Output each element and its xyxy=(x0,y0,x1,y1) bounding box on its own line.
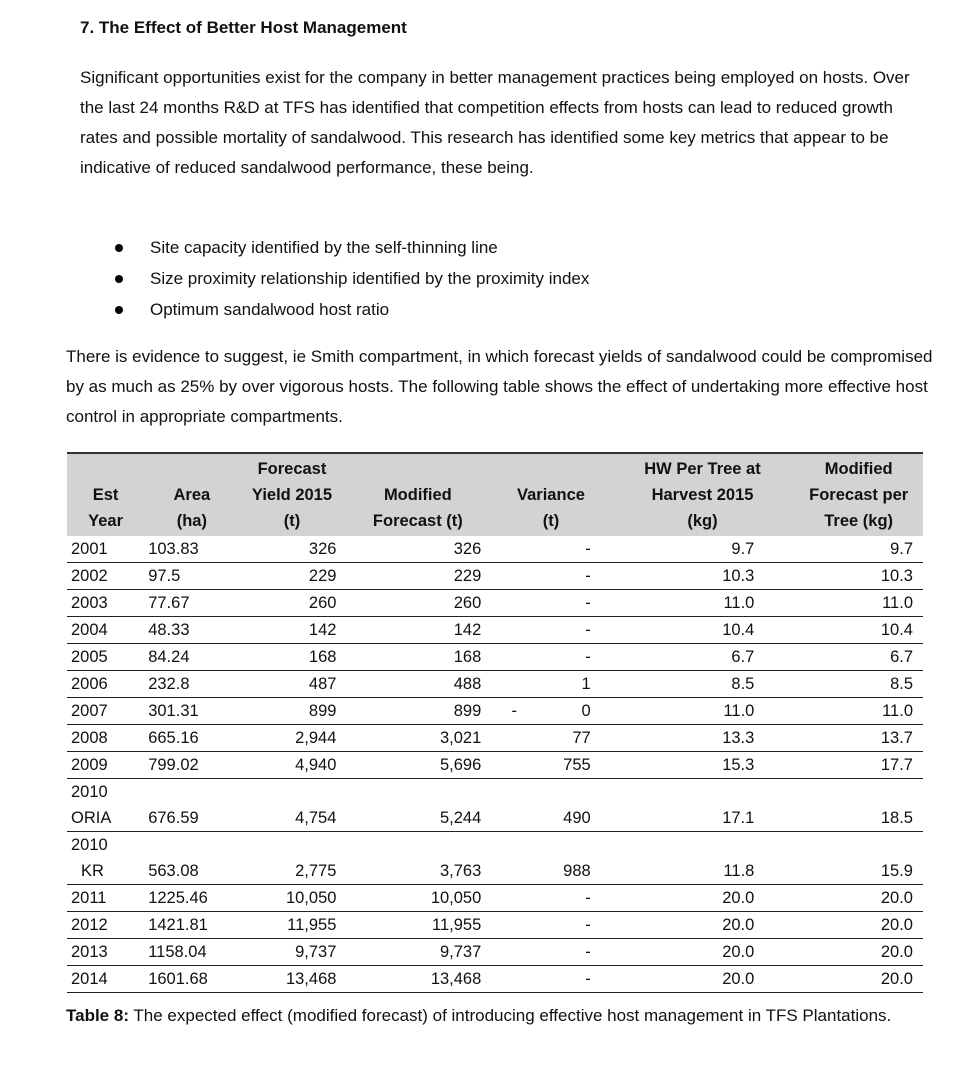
cell-area: 799.02 xyxy=(144,752,239,779)
cell-forecast-yield: 260 xyxy=(240,590,345,617)
cell-year: 2014 xyxy=(67,966,144,993)
cell-forecast-yield: 2,944 xyxy=(240,725,345,752)
cell-year: 2010 ORIA xyxy=(67,779,144,832)
cell-forecast-yield: 11,955 xyxy=(240,912,345,939)
forecast-table xyxy=(67,452,923,993)
cell-area: 676.59 xyxy=(144,779,239,832)
table-row xyxy=(67,617,923,644)
intro-paragraph: Significant opportunities exist for the company in better management practices being employed on hosts. Over the last 24 months R&D at TFS has identified that competition effects from hosts can lead to reduced growth rates and possible mortality of sandalwood. This research has identified some key metrics that appear to be indicative of reduced sandalwood performance, these being. xyxy=(80,68,910,177)
table-row xyxy=(67,725,923,752)
cell-year: 2011 xyxy=(67,885,144,912)
cell-year: 2001 xyxy=(67,536,144,563)
header-area: Area (ha) xyxy=(144,453,239,536)
caption-text: The expected effect (modified forecast) of introducing effective host management in TFS Plantations. xyxy=(128,1006,892,1025)
cell-year: 2010 KR xyxy=(67,832,144,885)
cell-variance: - xyxy=(491,590,610,617)
table-row xyxy=(67,536,923,563)
list-item: Site capacity identified by the self-thinning line xyxy=(110,232,589,263)
cell-modified-forecast: 3,763 xyxy=(344,832,491,885)
table-row xyxy=(67,563,923,590)
negative-sign: - xyxy=(511,702,517,720)
cell-hw-per-tree: 9.7 xyxy=(611,536,795,563)
cell-hw-per-tree: 10.4 xyxy=(611,617,795,644)
cell-modified-per-tree: 17.7 xyxy=(794,752,923,779)
table-row xyxy=(67,912,923,939)
cell-modified-forecast: 13,468 xyxy=(344,966,491,993)
cell-area: 77.67 xyxy=(144,590,239,617)
caption-label: Table 8: xyxy=(66,1006,129,1025)
cell-modified-forecast: 11,955 xyxy=(344,912,491,939)
cell-forecast-yield: 4,754 xyxy=(240,779,345,832)
header-forecast-yield: Forecast Yield 2015 (t) xyxy=(240,453,345,536)
table-row xyxy=(67,752,923,779)
table-body xyxy=(67,536,923,993)
cell-year: 2013 xyxy=(67,939,144,966)
section-heading: 7. The Effect of Better Host Management xyxy=(80,18,407,37)
list-item: Optimum sandalwood host ratio xyxy=(110,294,589,325)
cell-forecast-yield: 326 xyxy=(240,536,345,563)
cell-modified-per-tree: 9.7 xyxy=(794,536,923,563)
cell-modified-forecast: 3,021 xyxy=(344,725,491,752)
cell-hw-per-tree: 20.0 xyxy=(611,939,795,966)
header-variance: Variance (t) xyxy=(491,453,610,536)
header-hw-per-tree: HW Per Tree at Harvest 2015 (kg) xyxy=(611,453,795,536)
cell-forecast-yield: 2,775 xyxy=(240,832,345,885)
cell-hw-per-tree: 15.3 xyxy=(611,752,795,779)
cell-variance: - 0 xyxy=(491,698,610,725)
cell-year: 2012 xyxy=(67,912,144,939)
cell-forecast-yield: 487 xyxy=(240,671,345,698)
cell-modified-per-tree: 18.5 xyxy=(794,779,923,832)
cell-modified-per-tree: 10.4 xyxy=(794,617,923,644)
cell-modified-forecast: 326 xyxy=(344,536,491,563)
cell-area: 84.24 xyxy=(144,644,239,671)
cell-hw-per-tree: 11.0 xyxy=(611,698,795,725)
cell-modified-forecast: 899 xyxy=(344,698,491,725)
bullet-icon xyxy=(115,244,123,252)
cell-modified-forecast: 168 xyxy=(344,644,491,671)
cell-hw-per-tree: 11.0 xyxy=(611,590,795,617)
cell-year: 2004 xyxy=(67,617,144,644)
table-row xyxy=(67,832,923,885)
cell-modified-forecast: 488 xyxy=(344,671,491,698)
cell-variance: - xyxy=(491,563,610,590)
cell-hw-per-tree: 11.8 xyxy=(611,832,795,885)
bullet-icon xyxy=(115,275,123,283)
cell-hw-per-tree: 6.7 xyxy=(611,644,795,671)
metrics-list xyxy=(110,232,589,325)
cell-modified-forecast: 5,696 xyxy=(344,752,491,779)
cell-hw-per-tree: 17.1 xyxy=(611,779,795,832)
cell-hw-per-tree: 10.3 xyxy=(611,563,795,590)
cell-modified-per-tree: 10.3 xyxy=(794,563,923,590)
evidence-paragraph: There is evidence to suggest, ie Smith compartment, in which forecast yields of sandalwood could be compromised by as much as 25% by over vigorous hosts. The following table shows the effect of undertaking more effective host control in appropriate compartments. xyxy=(66,347,933,426)
header-modified-per-tree: Modified Forecast per Tree (kg) xyxy=(794,453,923,536)
cell-variance: - xyxy=(491,617,610,644)
cell-year: 2002 xyxy=(67,563,144,590)
cell-modified-per-tree: 20.0 xyxy=(794,885,923,912)
cell-variance: 77 xyxy=(491,725,610,752)
table-header-row xyxy=(67,453,923,536)
cell-modified-forecast: 5,244 xyxy=(344,779,491,832)
cell-variance: 755 xyxy=(491,752,610,779)
table-caption xyxy=(66,1001,926,1031)
cell-hw-per-tree: 20.0 xyxy=(611,966,795,993)
header-modified-forecast: Modified Forecast (t) xyxy=(344,453,491,536)
cell-area: 48.33 xyxy=(144,617,239,644)
bullet-icon xyxy=(115,306,123,314)
cell-hw-per-tree: 8.5 xyxy=(611,671,795,698)
cell-variance: - xyxy=(491,966,610,993)
cell-modified-forecast: 229 xyxy=(344,563,491,590)
cell-forecast-yield: 13,468 xyxy=(240,966,345,993)
cell-area: 1225.46 xyxy=(144,885,239,912)
cell-year: 2006 xyxy=(67,671,144,698)
table-row xyxy=(67,590,923,617)
cell-variance: - xyxy=(491,644,610,671)
table-row xyxy=(67,885,923,912)
cell-variance: - xyxy=(491,912,610,939)
cell-variance: - xyxy=(491,536,610,563)
cell-modified-per-tree: 20.0 xyxy=(794,966,923,993)
cell-modified-per-tree: 15.9 xyxy=(794,832,923,885)
cell-area: 1158.04 xyxy=(144,939,239,966)
cell-area: 97.5 xyxy=(144,563,239,590)
cell-forecast-yield: 4,940 xyxy=(240,752,345,779)
table-row xyxy=(67,966,923,993)
cell-area: 301.31 xyxy=(144,698,239,725)
cell-modified-forecast: 260 xyxy=(344,590,491,617)
cell-variance: 490 xyxy=(491,779,610,832)
cell-modified-per-tree: 20.0 xyxy=(794,912,923,939)
cell-area: 1421.81 xyxy=(144,912,239,939)
cell-year: 2005 xyxy=(67,644,144,671)
cell-hw-per-tree: 20.0 xyxy=(611,912,795,939)
cell-modified-per-tree: 8.5 xyxy=(794,671,923,698)
cell-area: 232.8 xyxy=(144,671,239,698)
header-est-year: Est Year xyxy=(67,453,144,536)
cell-modified-per-tree: 11.0 xyxy=(794,590,923,617)
cell-area: 1601.68 xyxy=(144,966,239,993)
cell-forecast-yield: 899 xyxy=(240,698,345,725)
cell-forecast-yield: 229 xyxy=(240,563,345,590)
table-row xyxy=(67,779,923,832)
cell-modified-forecast: 10,050 xyxy=(344,885,491,912)
cell-variance: 988 xyxy=(491,832,610,885)
cell-modified-per-tree: 6.7 xyxy=(794,644,923,671)
cell-year: 2008 xyxy=(67,725,144,752)
cell-forecast-yield: 10,050 xyxy=(240,885,345,912)
cell-year: 2003 xyxy=(67,590,144,617)
cell-year: 2007 xyxy=(67,698,144,725)
cell-forecast-yield: 142 xyxy=(240,617,345,644)
cell-modified-per-tree: 13.7 xyxy=(794,725,923,752)
table-row xyxy=(67,698,923,725)
table-row xyxy=(67,939,923,966)
cell-area: 103.83 xyxy=(144,536,239,563)
table-row xyxy=(67,644,923,671)
cell-variance: 1 xyxy=(491,671,610,698)
cell-modified-per-tree: 20.0 xyxy=(794,939,923,966)
cell-variance: - xyxy=(491,885,610,912)
cell-modified-forecast: 142 xyxy=(344,617,491,644)
cell-modified-per-tree: 11.0 xyxy=(794,698,923,725)
cell-forecast-yield: 9,737 xyxy=(240,939,345,966)
cell-hw-per-tree: 20.0 xyxy=(611,885,795,912)
cell-forecast-yield: 168 xyxy=(240,644,345,671)
cell-variance: - xyxy=(491,939,610,966)
table-row xyxy=(67,671,923,698)
cell-modified-forecast: 9,737 xyxy=(344,939,491,966)
cell-area: 563.08 xyxy=(144,832,239,885)
cell-year: 2009 xyxy=(67,752,144,779)
list-item: Size proximity relationship identified by the proximity index xyxy=(110,263,589,294)
cell-hw-per-tree: 13.3 xyxy=(611,725,795,752)
cell-area: 665.16 xyxy=(144,725,239,752)
